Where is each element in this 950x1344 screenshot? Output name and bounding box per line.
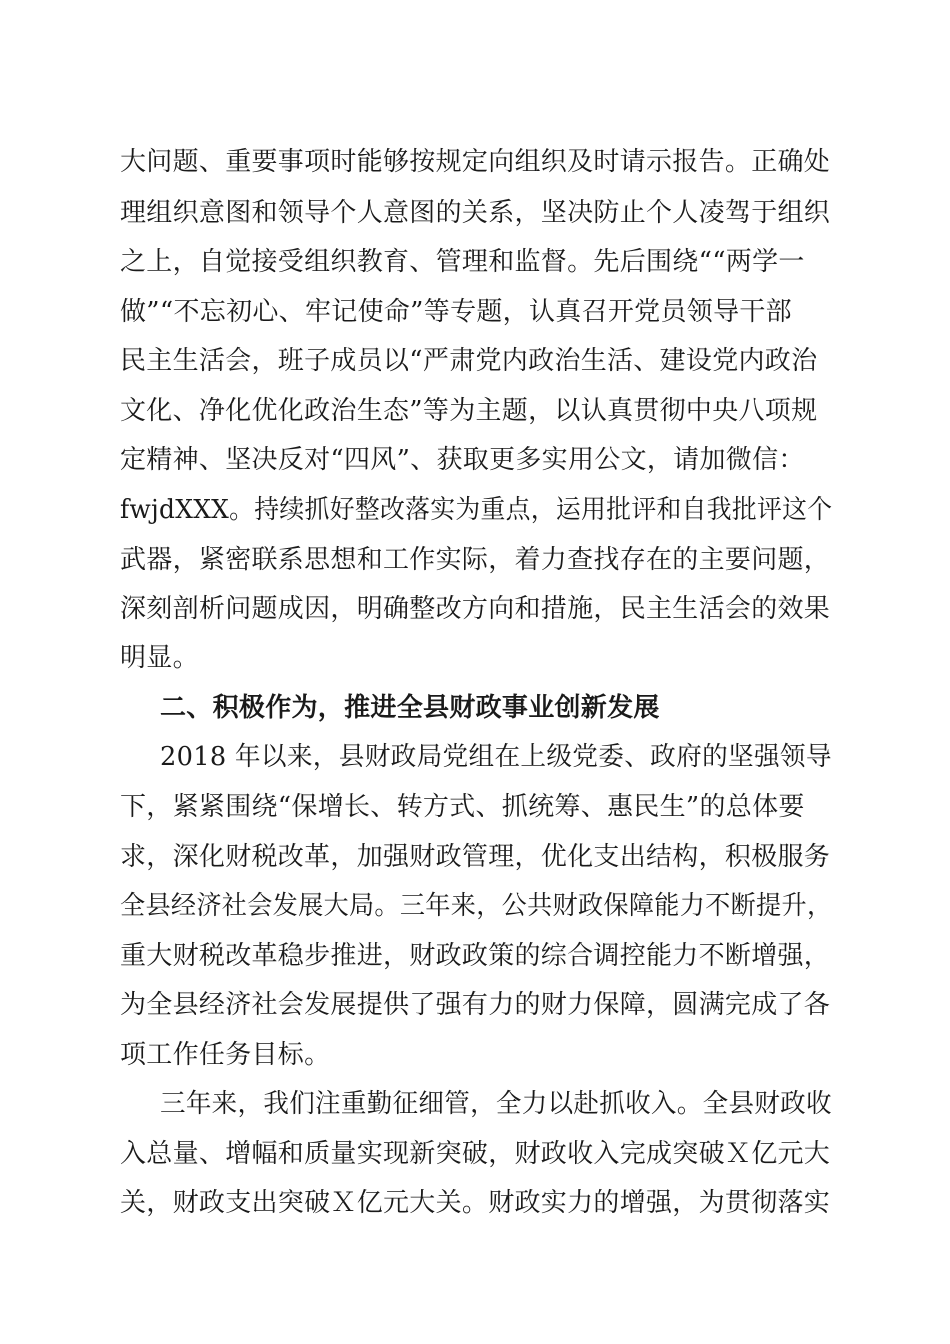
text-line: 求，深化财税改革，加强财政管理，优化支出结构，积极服务 <box>120 842 831 872</box>
text-line: 三年来，我们注重勤征细管，全力以赴抓收入。全县财政收 <box>160 1089 832 1119</box>
text-line: 文化、净化优化政治生态”等为主题，以认真贯彻中央八项规 <box>120 396 818 426</box>
text-line: fwjdXXX。持续抓好整改落实为重点，运用批评和自我批评这个 <box>120 495 833 525</box>
text-line: 关，财政支出突破Ｘ亿元大关。财政实力的增强，为贯彻落实 <box>120 1188 831 1218</box>
text-line: 定精神、坚决反对“四风”、获取更多实用公文，请加微信： <box>120 445 805 475</box>
text-line: 入总量、增幅和质量实现新突破，财政收入完成突破Ｘ亿元大 <box>120 1139 831 1169</box>
text-line: 为全县经济社会发展提供了强有力的财力保障，圆满完成了各 <box>120 990 831 1020</box>
text-line: 大问题、重要事项时能够按规定向组织及时请示报告。正确处 <box>120 147 831 177</box>
text-line: 项工作任务目标。 <box>120 1040 331 1070</box>
section-heading: 二、积极作为，推进全县财政事业创新发展 <box>160 693 660 723</box>
text-line: 明显。 <box>120 643 199 673</box>
text-line: 下，紧紧围绕“保增长、转方式、抓统筹、惠民生”的总体要 <box>120 792 805 822</box>
text-line: 2018 年以来，县财政局党组在上级党委、政府的坚强领导 <box>160 742 832 772</box>
text-line: 深刻剖析问题成因，明确整改方向和措施，民主生活会的效果 <box>120 594 831 624</box>
text-line: 之上，自觉接受组织教育、管理和监督。先后围绕““两学一 <box>120 247 805 277</box>
text-line: 理组织意图和领导个人意图的关系，坚决防止个人凌驾于组织 <box>120 198 831 228</box>
text-line: 武器，紧密联系思想和工作实际，着力查找存在的主要问题， <box>120 545 831 575</box>
text-line: 全县经济社会发展大局。三年来，公共财政保障能力不断提升， <box>120 891 833 921</box>
text-line: 重大财税改革稳步推进，财政政策的综合调控能力不断增强， <box>120 941 831 971</box>
text-line: 民主生活会，班子成员以“严肃党内政治生活、建设党内政治 <box>120 346 818 376</box>
text-line: 做”“不忘初心、牢记使命”等专题，认真召开党员领导干部 <box>120 297 792 327</box>
